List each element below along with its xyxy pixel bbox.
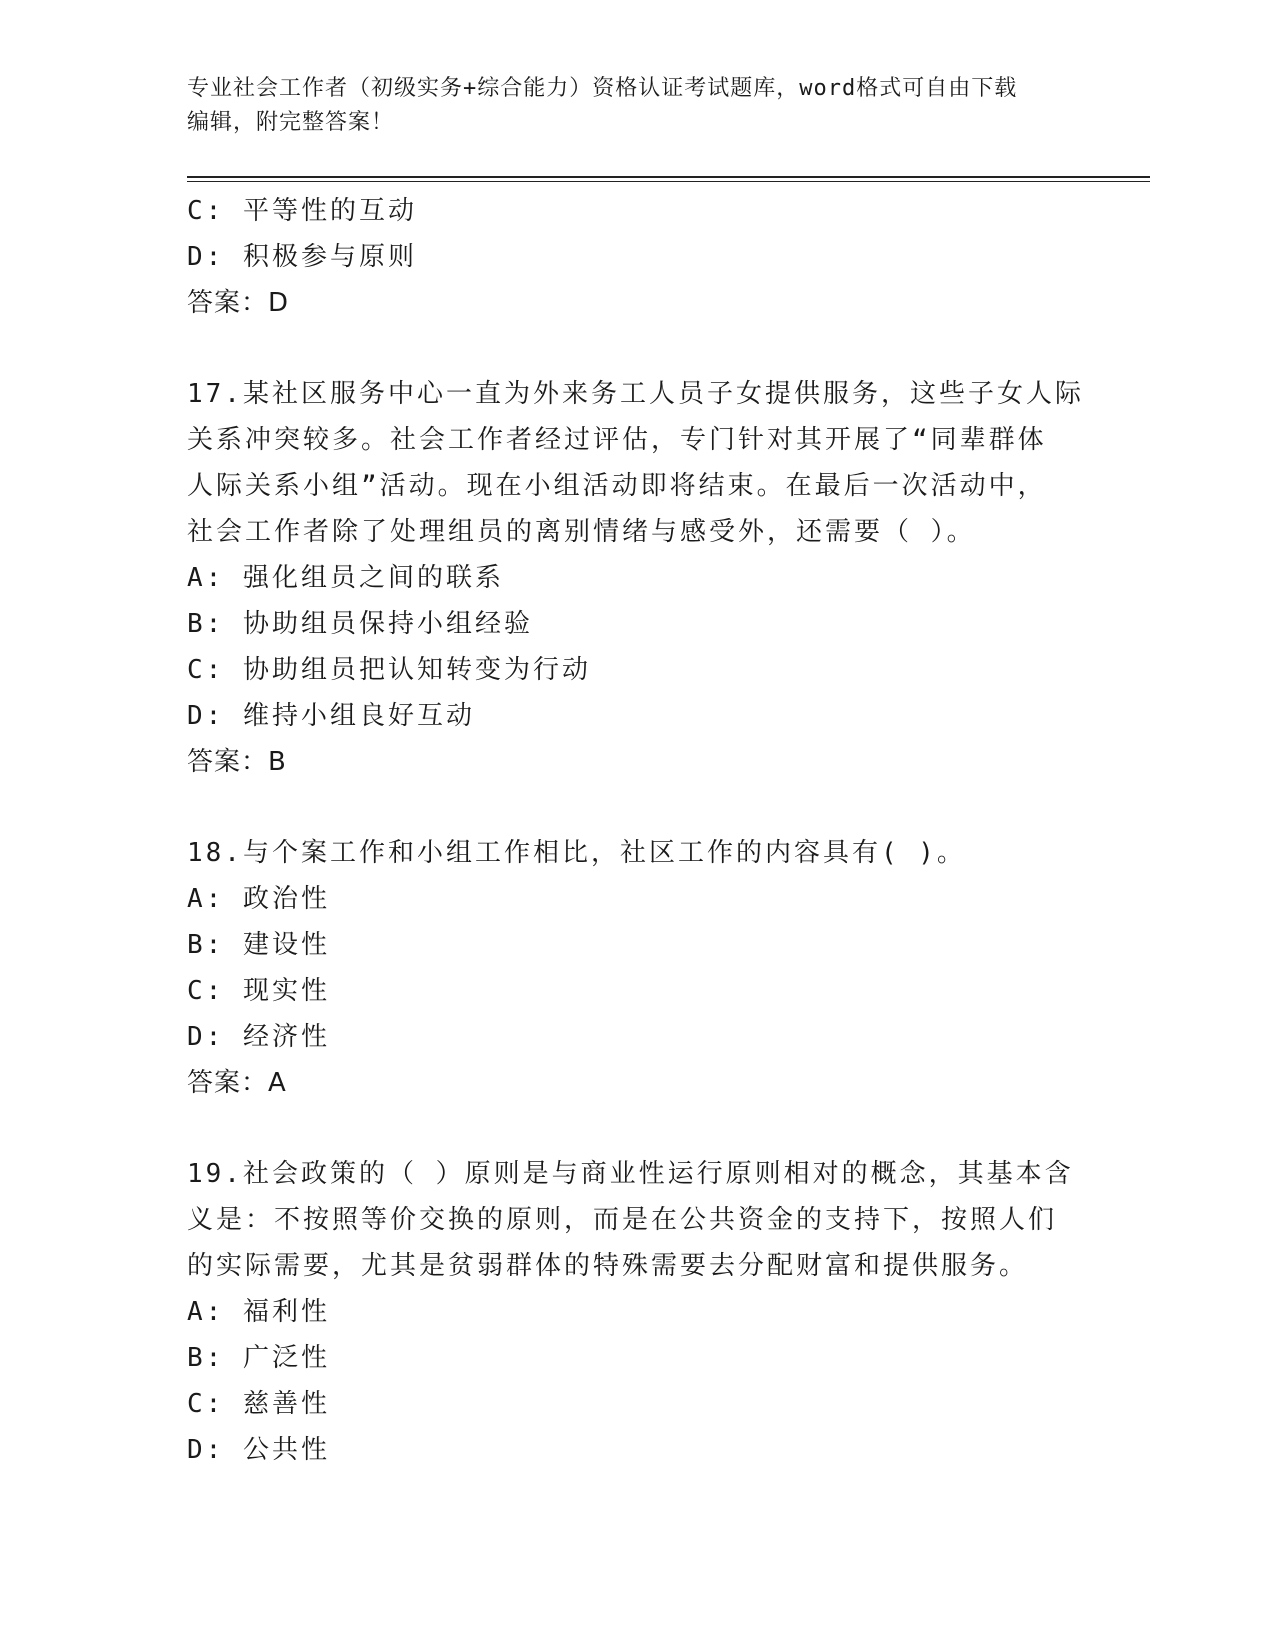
page-header <box>187 72 1087 140</box>
option-d: D: 公共性 <box>187 1435 330 1465</box>
option-a: A: 福利性 <box>187 1297 330 1327</box>
header-divider-thin <box>187 181 1150 182</box>
question-stem-line: 的实际需要，尤其是贫弱群体的特殊需要去分配财富和提供服务。 <box>187 1251 1029 1281</box>
question-stem-line: 19.社会政策的（ ）原则是与商业性运行原则相对的概念，其基本含 <box>187 1159 1074 1189</box>
option-c: C: 慈善性 <box>187 1389 330 1419</box>
spacer <box>187 1106 1087 1151</box>
spacer <box>187 785 1087 830</box>
option-b: B: 建设性 <box>187 930 330 960</box>
answer-line: 答案：B <box>187 747 287 777</box>
header-line-2: 编辑，附完整答案！ <box>187 110 395 135</box>
question-19 <box>187 1151 1087 1473</box>
option-d: D: 经济性 <box>187 1022 330 1052</box>
option-c: C: 协助组员把认知转变为行动 <box>187 655 591 685</box>
question-stem-line: 17.某社区服务中心一直为外来务工人员子女提供服务，这些子女人际 <box>187 379 1084 409</box>
question-stem-line: 18.与个案工作和小组工作相比，社区工作的内容具有( )。 <box>187 838 966 868</box>
header-line-1: 专业社会工作者（初级实务+综合能力）资格认证考试题库，word格式可自由下载 <box>187 76 1018 101</box>
answer-line: 答案：A <box>187 1068 287 1098</box>
question-18 <box>187 830 1087 1106</box>
question-stem-line: 人际关系小组”活动。现在小组活动即将结束。在最后一次活动中， <box>187 471 1047 501</box>
answer-line: 答案：D <box>187 288 290 318</box>
question-stem-line: 社会工作者除了处理组员的离别情绪与感受外，还需要（ ）。 <box>187 517 976 547</box>
questions-content <box>187 188 1087 1473</box>
question-16-tail <box>187 188 1087 326</box>
question-stem-line: 义是：不按照等价交换的原则，而是在公共资金的支持下，按照人们 <box>187 1205 1058 1235</box>
option-a: A: 强化组员之间的联系 <box>187 563 504 593</box>
option-c: C: 平等性的互动 <box>187 196 417 226</box>
option-a: A: 政治性 <box>187 884 330 914</box>
spacer <box>187 326 1087 371</box>
option-c: C: 现实性 <box>187 976 330 1006</box>
question-17 <box>187 371 1087 785</box>
question-stem-line: 关系冲突较多。社会工作者经过评估，专门针对其开展了“同辈群体 <box>187 425 1047 455</box>
option-b: B: 协助组员保持小组经验 <box>187 609 533 639</box>
header-divider <box>187 176 1150 178</box>
option-b: B: 广泛性 <box>187 1343 330 1373</box>
option-d: D: 维持小组良好互动 <box>187 701 475 731</box>
option-d: D: 积极参与原则 <box>187 242 417 272</box>
